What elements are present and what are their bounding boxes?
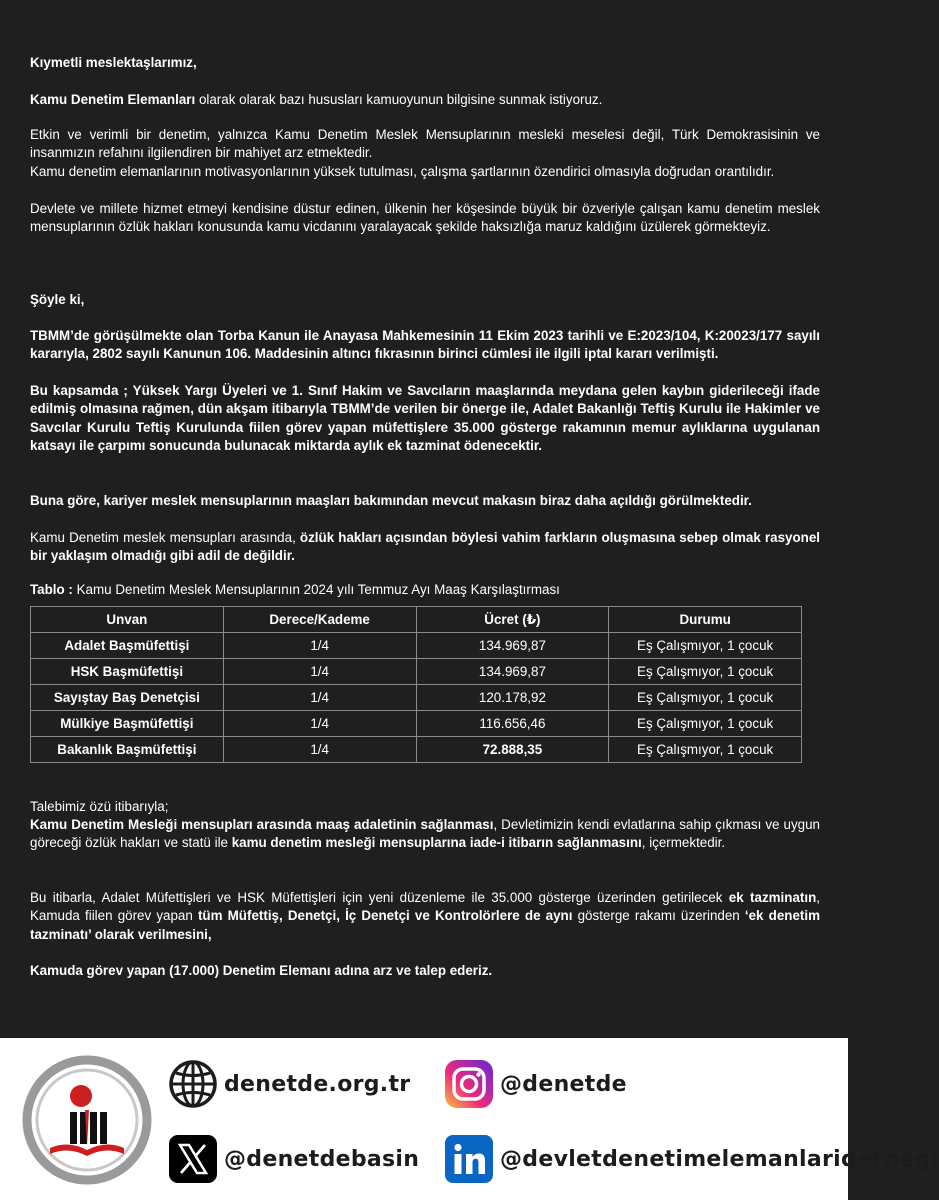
instagram-text: @denetde [500,1071,627,1097]
closing: Kamuda görev yapan (17.000) Denetim Elemanı adına arz ve talep ederiz. [30,963,493,978]
cell-derece: 1/4 [223,711,416,737]
kamu-denetim-normal: Kamu Denetim meslek mensupları arasında, [30,530,300,545]
cell-ucret: 72.888,35 [416,737,609,763]
table-caption-label: Tablo : [30,582,73,597]
cell-unvan: Mülkiye Başmüfettişi [31,711,224,737]
table-caption-text: Kamu Denetim Meslek Mensuplarının 2024 yılı Temmuz Ayı Maaş Karşılaştırması [72,582,560,597]
website-text: denetde.org.tr [224,1071,411,1097]
table-row [31,633,802,659]
cell-unvan: Sayıştay Baş Denetçisi [31,685,224,711]
linkedin-link[interactable] [444,1134,939,1184]
table-row [31,737,802,763]
itibarla-normal-1: Bu itibarla, Adalet Müfettişleri ve HSK Müfettişleri için yeni düzenleme ile 35.000 gösterge üzerinden getirilecek [30,890,729,905]
header-derece: Derece/Kademe [223,607,416,633]
intro-rest: olarak olarak bazı hususları kamuoyunun bilgisine sunmak istiyoruz. [195,92,603,107]
kamu-denetim-bold: özlük hakları açısından böylesi vahim farkların oluşmasına sebep olmak rasyonel bir yaklaşım olmadığı gibi adil de değildir. [30,530,820,564]
cell-durumu: Eş Çalışmıyor, 1 çocuk [609,659,802,685]
salary-table [30,606,802,763]
itibarla-normal-2: , Kamuda fiilen görev yapan [30,890,820,924]
x-handle-text: @denetdebasin [224,1146,420,1172]
cell-ucret: 116.656,46 [416,711,609,737]
itibarla-bold-3: ‘ek denetim tazminatı’ olarak verilmesini, [30,908,820,942]
cell-unvan: HSK Başmüfettişi [31,659,224,685]
cell-durumu: Eş Çalışmıyor, 1 çocuk [609,737,802,763]
talep-intro: Talebimiz özü itibarıyla; [30,799,169,814]
header-ucret: Ücret (₺) [416,607,609,633]
x-link[interactable] [168,1134,419,1184]
association-logo-icon [22,1050,152,1190]
header-durumu: Durumu [609,607,802,633]
cell-derece: 1/4 [223,685,416,711]
itibarla-bold-1: ek tazminatın [728,890,817,905]
salutation: Kıymetli meslektaşlarımız, [30,55,197,70]
cell-ucret: 134.969,87 [416,659,609,685]
table-caption [30,582,560,597]
cell-ucret: 120.178,92 [416,685,609,711]
paragraph-3: Devlete ve millete hizmet etmeyi kendisine düstur edinen, ülkenin her köşesinde büyük bir özveriyle çalışan kamu denetim meslek mensuplarının özlük hakları konusunda kamu vicdanını yaralayacak şekilde haksızlığa maruz kaldığını üzülerek görmekteyiz. [30,201,820,235]
kamu-denetim-paragraph [30,529,820,566]
cell-durumu: Eş Çalışmıyor, 1 çocuk [609,711,802,737]
talep-bold-2: kamu denetim mesleği mensuplarına iade-i itibarın sağlanmasını [231,835,642,851]
talep-normal-1: , Devletimizin kendi evlatlarına sahip çıkması ve uygun göreceği özlük hakları ve statü ile [30,817,820,851]
cell-unvan: Adalet Başmüfettişi [31,633,224,659]
x-logo-icon [168,1134,218,1184]
paragraph-2: Kamu denetim elemanlarının motivasyonlarının yüksek tutulması, çalışma şartlarının özendirici olmasıyla doğrudan orantılıdır. [30,164,775,179]
table-row [31,659,802,685]
table-header-row [31,607,802,633]
globe-icon [168,1059,218,1109]
itibarla-paragraph [30,889,820,944]
linkedin-text: @devletdenetimelemanlaridernegi [500,1146,939,1172]
instagram-icon [444,1059,494,1109]
intro-paragraph [30,91,820,109]
cell-durumu: Eş Çalışmıyor, 1 çocuk [609,633,802,659]
header-unvan: Unvan [31,607,224,633]
linkedin-icon [444,1134,494,1184]
intro-bold: Kamu Denetim Elemanları [30,92,196,107]
footer [0,1038,939,1200]
website-link[interactable] [168,1059,410,1109]
cell-ucret: 134.969,87 [416,633,609,659]
cell-durumu: Eş Çalışmıyor, 1 çocuk [609,685,802,711]
table-row [31,711,802,737]
cell-derece: 1/4 [223,659,416,685]
tbmm-paragraph: TBMM’de görüşülmekte olan Torba Kanun ile Anayasa Mahkemesinin 11 Ekim 2023 tarihli ve E:2023/104, K:20023/177 sayılı kararıyla, 2802 sayılı Kanunun 106. Maddesinin altıncı fıkrasının birinci cümlesi ile ilgili iptal kararı verilmişti. [30,328,820,362]
paragraph-1: Etkin ve verimli bir denetim, yalnızca Kamu Denetim Meslek Mensuplarının mesleki meselesi değil, Türk Demokrasisinin ve insanmızın refahını ilgilendiren bir mahiyet arz etmektedir. [30,127,820,161]
cell-derece: 1/4 [223,737,416,763]
itibarla-normal-3: gösterge rakamı üzerinden [572,908,745,924]
talep-bold-1: Kamu Denetim Mesleği mensupları arasında maaş adaletinin sağlanması [30,817,494,832]
cell-unvan: Bakanlık Başmüfettişi [31,737,224,763]
talep-paragraph [30,816,820,853]
instagram-link[interactable] [444,1059,627,1109]
cell-derece: 1/4 [223,633,416,659]
soyle-ki: Şöyle ki, [30,292,85,307]
table-row [31,685,802,711]
buna-gore-paragraph: Buna göre, kariyer meslek mensuplarının maaşları bakımından mevcut makasın biraz daha açıldığı görülmektedir. [30,493,752,508]
talep-normal-2: , içermektedir. [641,835,726,851]
itibarla-bold-2: tüm Müfettiş, Denetçi, İç Denetçi ve Kontrolörlere de aynı [197,908,573,924]
kapsam-paragraph: Bu kapsamda ; Yüksek Yargı Üyeleri ve 1. Sınıf Hakim ve Savcıların maaşlarında meydana gelen kaybın giderileceği ifade edilmiş olmasına rağmen, dün akşam itibarıyla TBMM’de verilen bir önerge ile, Adalet Bakanlığı Teftiş Kurulu ile Hakimler ve Savcılar Kurulu Teftiş Kurulunda fiilen görev yapan müfettişlere 35.000 gösterge rakamının memur aylıklarına uygulanan katsayı ile çarpımı sonucunda bulunacak miktarda aylık ek tazminat ödenecektir. [30,383,820,454]
